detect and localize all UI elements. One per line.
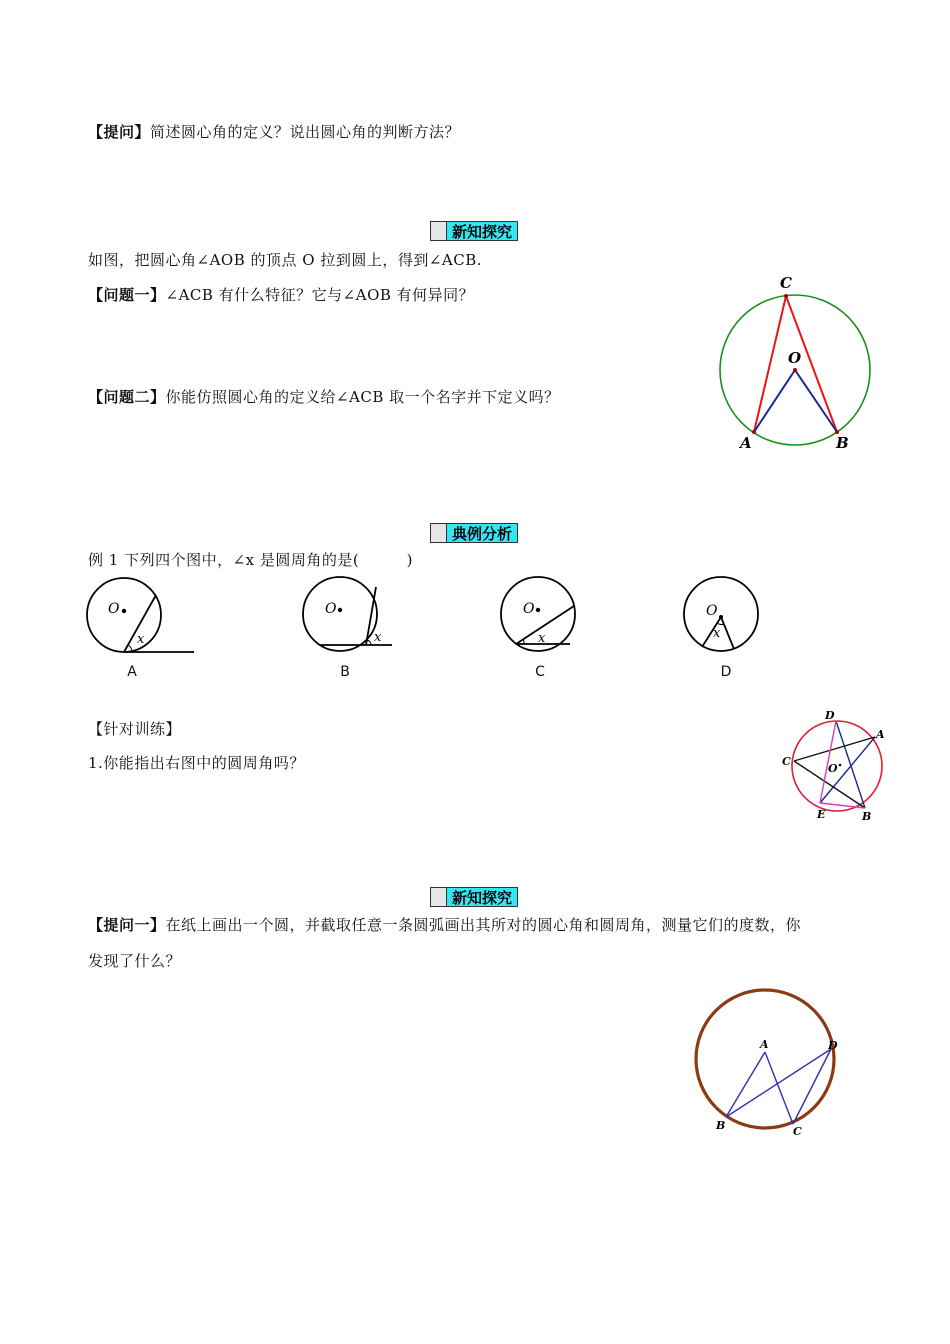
problem-two-tag: 【问题二】 [88,388,166,406]
question-tag: 【提问】 [88,123,151,141]
fig1-chord-ca [754,296,786,432]
question-two-line2: 发现了什么？ [88,952,182,970]
option-a-caption: A [127,664,137,680]
fig1-label-a: A [740,434,752,452]
problem-one-text: ∠ACB 有什么特征？它与∠AOB 有何异同？ [165,286,475,304]
training-title: 【针对训练】 [88,720,182,738]
section-header-bar [430,221,446,241]
fig2-label-e: E [817,808,826,821]
section-header-label: 典例分析 [446,523,518,543]
problem-two-text: 你能仿照圆心角的定义给∠ACB 取一个名字并下定义吗？ [165,388,560,406]
section-header-label: 新知探究 [446,221,518,241]
option-d-figure [680,575,770,665]
section-header-bar [430,887,446,907]
fig3-label-d: D [828,1039,838,1052]
example-question [88,549,413,570]
question-two-line1 [88,914,801,935]
question-two-tag: 【提问一】 [88,916,166,934]
fig1-label-b: B [836,434,849,452]
option-a-label-x: x [137,632,145,647]
option-b-label-x: x [374,630,382,645]
training-question: 1.你能指出右图中的圆周角吗？ [88,754,305,772]
fig2-label-b: B [862,810,872,823]
option-c-label-x: x [538,631,546,646]
fig2-label-c: C [782,755,791,768]
fig2-label-a: A [876,728,885,741]
option-d-label-x: x [713,626,721,641]
fig3-label-b: B [716,1119,726,1132]
fig3-label-c: C [793,1125,802,1138]
question-two-text1: 在纸上画出一个圆，并截取任意一条圆弧画出其所对的圆心角和圆周角，测量它们的度数，你 [165,916,802,934]
option-a-figure [80,575,205,665]
option-b-figure [300,575,400,665]
section-header-explore-2 [430,887,518,907]
option-a-label-o: O [108,601,120,617]
question-text: 简述圆心角的定义？说出圆心角的判断方法？ [150,123,461,141]
option-c-figure [498,575,588,665]
option-b-label-o: O [325,601,337,617]
intro-text: 如图，把圆心角∠AOB 的顶点 O 拉到圆上，得到∠ACB. [88,251,482,269]
figure-central-inscribed [690,985,850,1145]
fig2-label-o: O [828,762,838,775]
option-d-label-o: O [706,603,718,619]
fig1-radius-ob [795,370,837,432]
option-d-caption: D [720,664,732,680]
figure-training [780,705,900,830]
fig3-label-a: A [760,1038,769,1051]
fig1-radius-oa [754,370,795,432]
section-header-label: 新知探究 [446,887,518,907]
fig1-label-o: O [788,349,802,367]
answer-blank[interactable] [359,551,406,569]
section-header-explore-1 [430,221,518,241]
option-b-caption: B [340,664,350,680]
example-close: ) [406,551,414,569]
problem-one-tag: 【问题一】 [88,286,166,304]
example-text: 例 1 下列四个图中，∠x 是圆周角的是( [88,551,360,569]
fig1-label-c: C [780,274,792,292]
option-c-label-o: O [523,601,535,617]
section-header-examples [430,523,518,543]
fig2-label-d: D [825,709,835,722]
section-header-bar [430,523,446,543]
problem-one [88,284,474,305]
figure-inscribed-angle [700,270,900,460]
question-intro [88,121,460,142]
problem-two [88,386,560,407]
option-c-caption: C [535,664,545,680]
